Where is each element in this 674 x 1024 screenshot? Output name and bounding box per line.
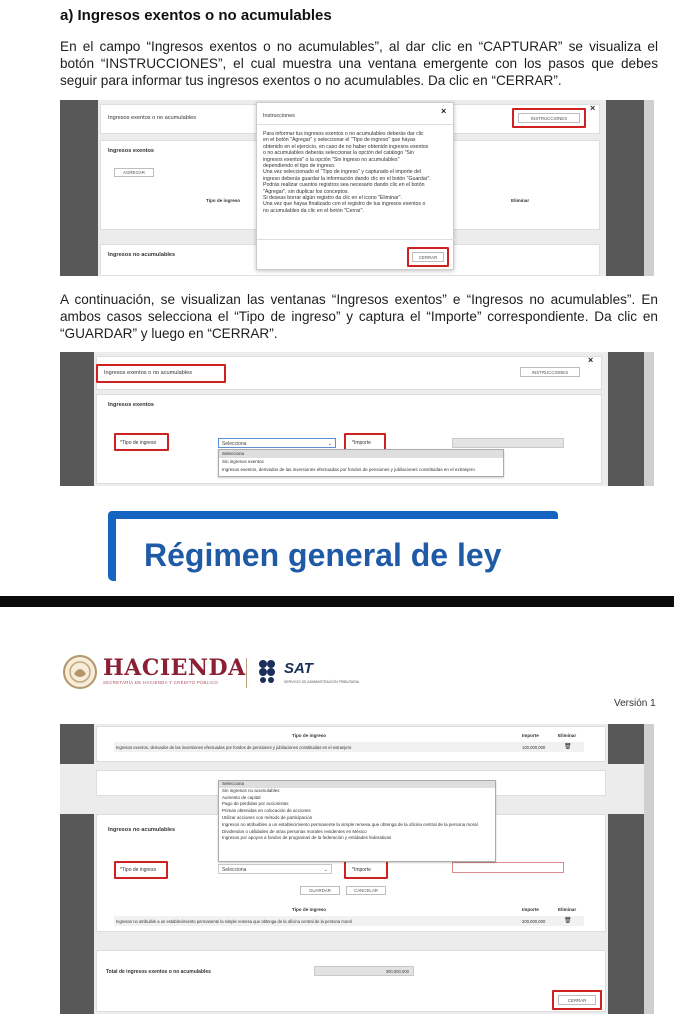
screenshot-ingresos-exentos bbox=[60, 352, 654, 486]
tipo-select[interactable] bbox=[218, 438, 336, 448]
tipo-select[interactable] bbox=[218, 864, 332, 874]
hacienda-logo-text: HACIENDA bbox=[103, 655, 246, 681]
total-label: Total de ingresos exentos o no acumulables bbox=[106, 969, 211, 975]
trash-icon[interactable]: 🗑 bbox=[564, 744, 572, 750]
importe-label: *Importe bbox=[352, 440, 371, 446]
instruction-line: "Agregar", sin duplicar los conceptos. bbox=[263, 188, 349, 195]
cancelar-button[interactable]: CANCELAR bbox=[346, 886, 386, 895]
instruction-line: ingreso deberás guardar la información dando clic en el botón "Guardar". bbox=[263, 175, 431, 182]
instrucciones-modal bbox=[256, 102, 454, 270]
dropdown-option[interactable]: Utilizar acciones con método de participación bbox=[222, 814, 313, 820]
dropdown-option[interactable]: Selecciona bbox=[219, 781, 495, 788]
instruction-line: o no acumulables deberás seleccionar la opción del catálogo "Sin bbox=[263, 150, 414, 157]
chevron-down-icon: ⌄ bbox=[323, 867, 328, 873]
guardar-button[interactable]: GUARDAR bbox=[300, 886, 340, 895]
exentos-title: Ingresos exentos bbox=[108, 148, 155, 154]
screenshot-ingresos-no-acumulables bbox=[60, 724, 654, 1014]
sat-dots-icon bbox=[258, 659, 282, 683]
page-divider bbox=[0, 596, 674, 607]
select-value: Selecciona bbox=[222, 441, 247, 447]
tipo-header: Tipo de ingreso bbox=[206, 198, 241, 203]
chevron-down-icon: ⌄ bbox=[327, 441, 332, 447]
agregar-button[interactable]: AGREGAR bbox=[114, 168, 154, 177]
banner-bar bbox=[108, 511, 558, 519]
banner-accent bbox=[108, 511, 116, 581]
logo-separator bbox=[246, 658, 247, 688]
dropdown-option[interactable]: Pago de pérdidas por accionistas bbox=[222, 801, 289, 807]
no-acumulables-title: Ingresos no acumulables bbox=[108, 827, 176, 833]
table2-header-importe: Importe bbox=[522, 907, 539, 912]
table2-row-importe: 200,000,000 bbox=[522, 919, 546, 924]
section-label: Ingresos exentos o no acumulables bbox=[108, 115, 197, 121]
instruction-line: Podrás realizar cuantos registros sea necesario dando clic en el botón bbox=[263, 182, 425, 189]
tipo-label: *Tipo de ingreso bbox=[120, 440, 157, 446]
select-value: Selecciona bbox=[222, 867, 247, 873]
total-value-text: 300,000,000 bbox=[385, 969, 409, 974]
instrucciones-button[interactable]: INSTRUCCIONES bbox=[520, 367, 580, 377]
outer-close-icon[interactable]: × bbox=[590, 103, 596, 113]
dropdown-option[interactable]: Ingresos no atribuibles a un establecimiento permanente la simple remesa que obtenga de la oficina central de la persona moral bbox=[222, 821, 478, 827]
dropdown-option[interactable]: Primas obtenidas en colocación de acciones bbox=[222, 808, 311, 814]
importe-label: *Importe bbox=[352, 867, 371, 873]
table2-header-tipo: Tipo de ingreso bbox=[292, 907, 327, 912]
close-icon[interactable]: × bbox=[588, 355, 594, 365]
total-value bbox=[314, 966, 414, 976]
paragraph-1: En el campo “Ingresos exentos o no acumulables”, al dar clic en “CAPTURAR” se visualiza el botón “INSTRUCCIONES”, el cual muestra una ventana emergente con los pasos que debes seguir para informar tus ingresos exentos o no acumulables. Da clic en “CERRAR”. bbox=[60, 39, 658, 88]
table2-row-tipo: Ingresos no atribuible a un establecimiento permanente la simple remesa que obtenga de la oficina central de la persona moral bbox=[116, 919, 352, 924]
importe-input[interactable] bbox=[452, 862, 564, 873]
instruction-line: Una vez seleccionado el "Tipo de ingreso" y capturado el importe del bbox=[263, 169, 422, 176]
modal-instructions bbox=[263, 131, 451, 214]
instruction-line: no acumulables da clic en el botón "Cerrar". bbox=[263, 207, 364, 214]
dropdown-option[interactable]: Sin ingresos no acumulables bbox=[222, 787, 280, 793]
section-label: Ingresos exentos o no acumulables bbox=[104, 370, 193, 376]
dropdown-option[interactable]: Aumento de capital bbox=[222, 794, 261, 800]
cerrar-button[interactable]: CERRAR bbox=[558, 995, 596, 1005]
instruction-line: Para informar tus ingresos exentos o no acumulables deberás dar clic bbox=[263, 131, 424, 137]
eliminar-header: Eliminar bbox=[511, 198, 530, 203]
trash-icon[interactable]: 🗑 bbox=[564, 918, 572, 924]
instruction-line: dependiendo el tipo de ingreso. bbox=[263, 163, 336, 170]
version-label: Versión 1 bbox=[614, 698, 656, 709]
sat-logo-text: SAT bbox=[284, 660, 313, 677]
paragraph-2: A continuación, se visualizan las ventanas “Ingresos exentos” e “Ingresos no acumulables”. En ambos casos selecciona el “Tipo de ingreso” y captura el “Importe” correspondiente. Da clic en “GUARDAR” y luego en “CERRAR”. bbox=[60, 292, 658, 341]
banner-title: Régimen general de ley bbox=[144, 537, 502, 573]
instruction-line: obtenido en el ejercicio, en caso de no haber obtenido ingresos exentos bbox=[263, 143, 429, 150]
table1-row-tipo: Ingresos exentos, derivados de las inversiones efectuadas por fondos de pensiones y jubilaciones constituidas en el extranjero bbox=[116, 745, 352, 750]
tipo-dropdown bbox=[218, 780, 496, 862]
dropdown-option[interactable]: Ingresos exentos, derivados de las inversiones efectuadas por fondos de pensiones y jubilaciones constituidas en el extranjero bbox=[222, 467, 475, 472]
table1-row-importe: 100,000,000 bbox=[522, 745, 546, 750]
tipo-dropdown bbox=[218, 449, 504, 477]
modal-title: Instrucciones bbox=[263, 113, 295, 119]
dropdown-option[interactable]: Dividendos o utilidades de otras personas morales residentes en México bbox=[222, 828, 367, 834]
cerrar-button[interactable]: CERRAR bbox=[412, 252, 444, 262]
dropdown-option[interactable]: Ingresos por apoyos a fondos de programas de la federación y entidades federativas bbox=[222, 835, 392, 841]
table1-header-eliminar: Eliminar bbox=[558, 733, 577, 738]
instruction-line: en el botón "Agregar" y seleccionar el "Tipo de ingreso" que hayas bbox=[263, 137, 416, 144]
screenshot-instrucciones bbox=[60, 100, 654, 276]
dropdown-option[interactable]: Sin ingresos exentos bbox=[222, 459, 264, 464]
hacienda-seal-icon bbox=[62, 654, 98, 690]
importe-input[interactable] bbox=[452, 438, 564, 448]
dropdown-option[interactable]: Selecciona bbox=[219, 450, 503, 458]
table1-header-tipo: Tipo de ingreso bbox=[292, 733, 327, 738]
sat-subtitle: SERVICIO DE ADMINISTRACIÓN TRIBUTARIA bbox=[284, 680, 360, 684]
instruction-line: Si deseas borrar algún registro da clic en el icono "Eliminar". bbox=[263, 195, 402, 202]
hacienda-subtitle: SECRETARÍA DE HACIENDA Y CRÉDITO PÚBLICO bbox=[103, 680, 219, 685]
section-title: a) Ingresos exentos o no acumulables bbox=[60, 7, 332, 24]
instruction-line: Una vez que hayas finalizado con el registro de tus ingresos exentos o bbox=[263, 201, 426, 208]
no-acumulables-title: Ingresos no acumulables bbox=[108, 252, 176, 258]
instrucciones-button[interactable]: INSTRUCCIONES bbox=[518, 113, 580, 123]
table2-header-eliminar: Eliminar bbox=[558, 907, 577, 912]
table1-header-importe: Importe bbox=[522, 733, 539, 738]
tipo-label: *Tipo de ingreso bbox=[120, 867, 157, 873]
modal-close-icon[interactable]: × bbox=[441, 106, 447, 116]
instruction-line: ingresos exentos" o la opción "Sin ingreso no acumulables" bbox=[263, 156, 400, 163]
exentos-title: Ingresos exentos bbox=[108, 402, 155, 408]
